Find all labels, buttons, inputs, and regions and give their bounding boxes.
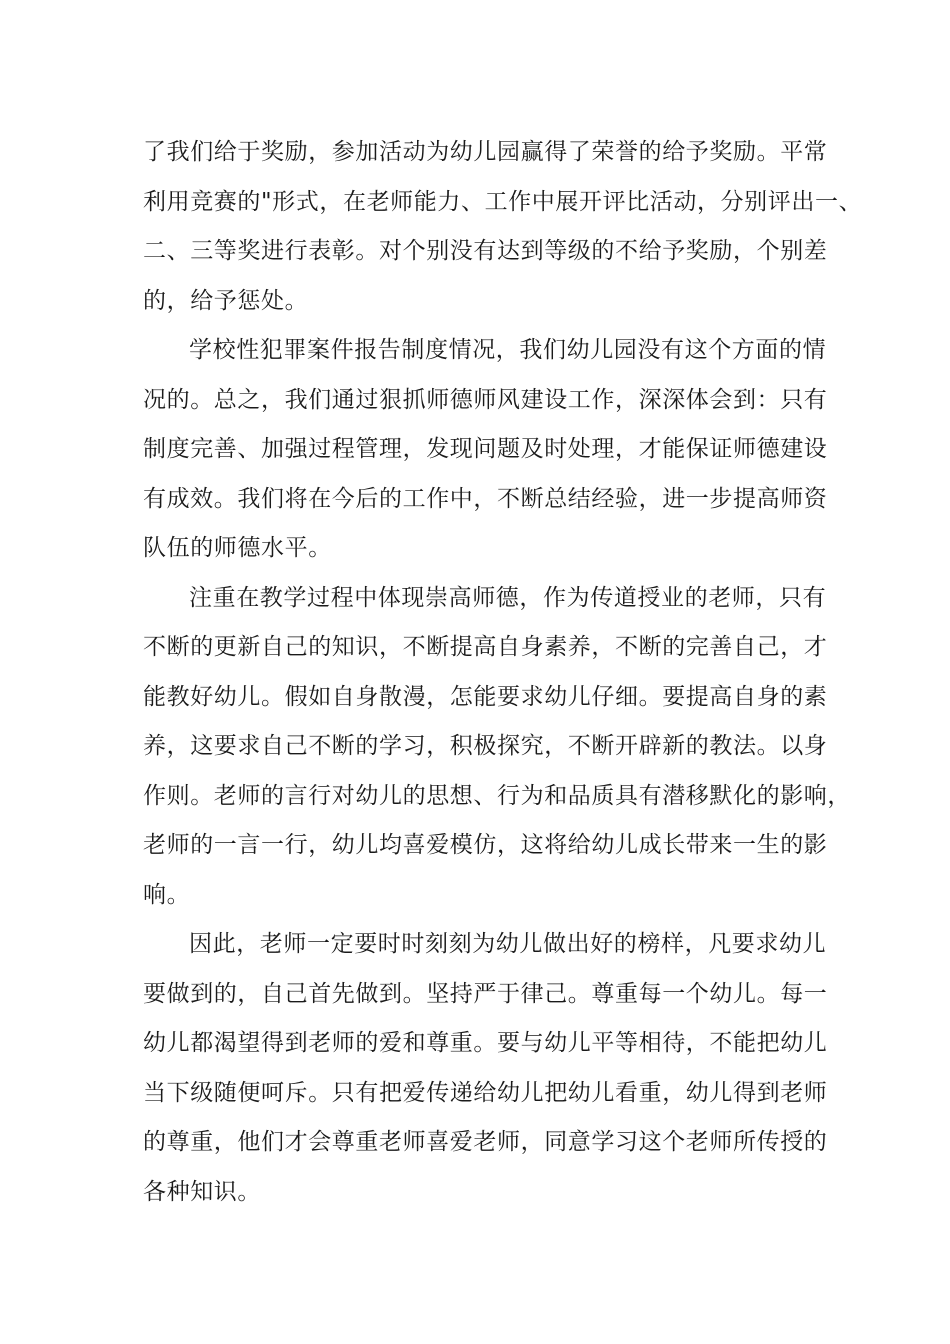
text-line: 了我们给于奖励，参加活动为幼儿园赢得了荣誉的给予奖励。平常 [143, 139, 828, 165]
text-line: 有成效。我们将在今后的工作中，不断总结经验，进一步提高师资 [143, 485, 828, 512]
text-line: 不断的更新自己的知识，不断提高自身素养，不断的完善自己，才 [143, 634, 828, 660]
text-line: 各种知识。 [143, 1178, 261, 1205]
text-line: 制度完善、加强过程管理，发现问题及时处理，才能保证师德建设 [143, 436, 828, 462]
text-line: 养，这要求自己不断的学习，积极探究，不断开辟新的教法。以身 [143, 733, 828, 759]
paragraph-first-line: 注重在教学过程中体现崇高师德，作为传道授业的老师，只有 [189, 584, 827, 611]
paragraph-first-line: 学校性犯罪案件报告制度情况，我们幼儿园没有这个方面的情 [189, 337, 827, 363]
text-line: 响。 [143, 881, 191, 908]
text-line: 的，给予惩处。 [143, 287, 309, 314]
text-line: 况的。总之，我们通过狠抓师德师风建设工作，深深体会到：只有 [143, 386, 828, 413]
document-body [143, 128, 863, 1217]
text-line: 能教好幼儿。假如自身散漫，怎能要求幼儿仔细。要提高自身的素 [143, 683, 828, 710]
text-line: 老师的一言一行，幼儿均喜爱模仿，这将给幼儿成长带来一生的影 [143, 832, 828, 858]
text-line: 幼儿都渴望得到老师的爱和尊重。要与幼儿平等相待，不能把幼儿 [143, 1030, 828, 1056]
text-line: 作则。老师的言行对幼儿的思想、行为和品质具有潜移默化的影响， [143, 782, 851, 809]
text-line: 队伍的师德水平。 [143, 535, 332, 561]
text-line: 利用竞赛的"形式，在老师能力、工作中展开评比活动，分别评出一、 [143, 188, 863, 215]
text-line: 的尊重，他们才会尊重老师喜爱老师，同意学习这个老师所传授的 [143, 1129, 828, 1155]
paragraph-first-line: 因此，老师一定要时时刻刻为幼儿做出好的榜样，凡要求幼儿 [189, 931, 827, 957]
text-line: 当下级随便呵斥。只有把爱传递给幼儿把幼儿看重，幼儿得到老师 [143, 1079, 828, 1106]
text-line: 要做到的，自己首先做到。坚持严于律己。尊重每一个幼儿。每一 [143, 980, 828, 1007]
text-line: 二、三等奖进行表彰。对个别没有达到等级的不给予奖励，个别差 [143, 238, 828, 264]
